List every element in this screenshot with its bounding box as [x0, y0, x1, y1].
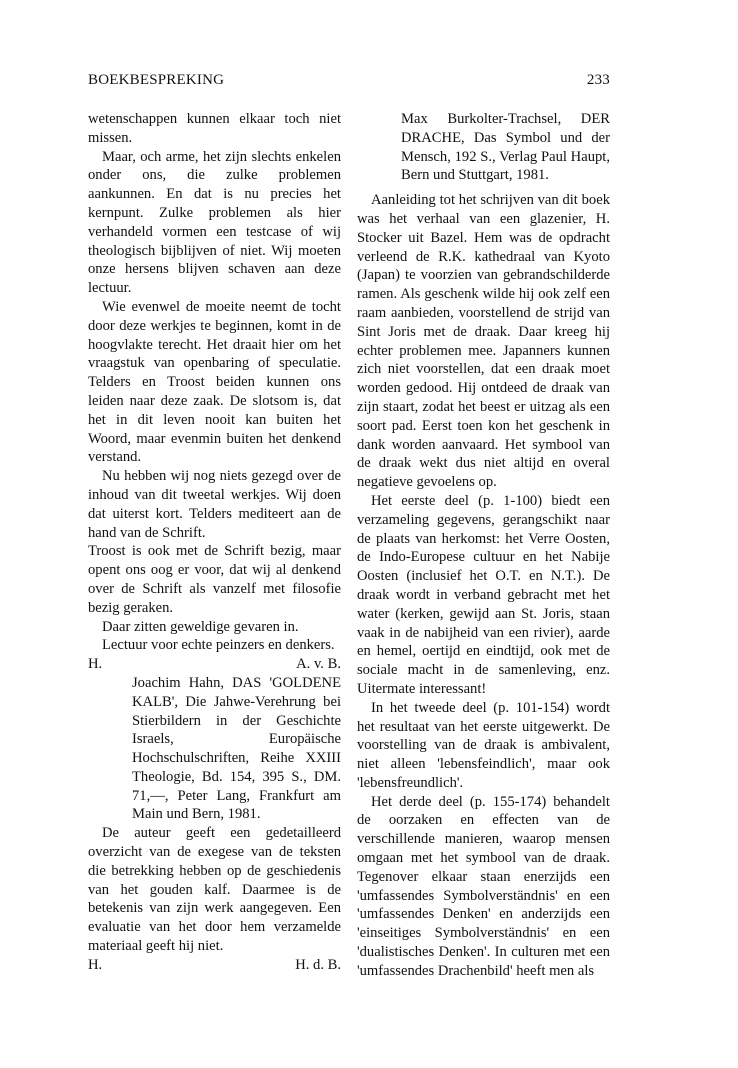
- paragraph: Aanleiding tot het schrijven van dit boek was het verhaal van een glazenier, H. Stocker uit Bazel. Hem was de opdracht verleend de R.K. kathedraal van Kyoto (Japan) te voorzien van gebrandschilderde ramen. Als geschenk wilde hij ook zelf een raam aanbieden, voorstellend de strijd van Sint Joris met de draak. Daar kreeg hij echter problemen mee. Japanners kunnen zich niet voorstellen, dat een draak moet worden gedood. Hij ontdeed de draak van zijn staart, zodat het beest er uitzag als een soort pad. Eerst toen kon het geschenk in dank worden aanvaard. Het symbool van de draak wekt dus niet altijd en overal negatieve gevoelens op.: [357, 192, 610, 491]
- paragraph: Troost is ook met de Schrift bezig, maar opent ons oog er voor, dat wij al denkend over de Schrift als vanzelf met filosofie bezig geraken.: [88, 543, 341, 616]
- paragraph: Het eerste deel (p. 1-100) biedt een verzameling gegevens, gerangschikt naar de plaats van herkomst: het Verre Oosten, de Indo-Europese cultuur en het Nabije Oosten (inclusief het O.T. en N.T.). De draak wordt in verband gebracht met het water (kerken, gewijd aan St. Joris, staan vaak in de nabijheid van een rivier), aarde en hemel, oertijd en eindtijd, ook met de sociale macht in de samenleving, enz. Uitermate interessant!: [357, 492, 610, 697]
- book-citation: Joachim Hahn, DAS 'GOLDENE KALB', Die Jahwe-Verehrung bei Stierbildern in der Geschichte Israels, Europäische Hochschulschriften, Reihe XXIII Theologie, Bd. 154, 395 S., DM. 71,—, Peter Lang, Frankfurt am Main und Bern, 1981.: [132, 674, 341, 823]
- paragraph: Lectuur voor echte peinzers en denkers.: [102, 637, 335, 654]
- paragraph: Daar zitten geweldige gevaren in.: [102, 618, 299, 635]
- right-column: [357, 110, 610, 981]
- paragraph: De auteur geeft een gedetailleerd overzicht van de exegese van de teksten die betrekking hebben op de geschiedenis van het gouden kalf. Daarmee is de betekenis van zijn werk aangegeven. Een evaluatie van het door hem verzamelde materiaal geeft hij niet.: [88, 825, 341, 955]
- signature-initial: H.: [88, 956, 103, 973]
- signature-initial: H.: [88, 656, 103, 673]
- paragraph: Wie evenwel de moeite neemt de tocht door deze werkjes te beginnen, komt in de hoogvlakte terecht. Het draait hier om het vraagstuk van openbaring of speculatie. Telders en Troost beiden kunnen ons leiden naar deze zaak. De slotsom is, dat het in dit leven nooit kan buiten het Woord, maar evenmin buiten het denkend verstand.: [88, 298, 341, 466]
- book-citation: Max Burkolter-Trachsel, DER DRACHE, Das Symbol und der Mensch, 192 S., Verlag Paul Haupt, Bern und Stuttgart, 1981.: [401, 111, 610, 184]
- review-signature: [88, 956, 341, 975]
- signature-author: H. d. B.: [295, 956, 341, 973]
- paragraph: Maar, och arme, het zijn slechts enkelen onder ons, die zulke problemen aankunnen. En dat is nu precies het kernpunt. Zulke problemen als hier verhandeld vormen een testcase of wij theologisch bijblijven of niet. Wij moeten onze hersens blijven schaven aan deze lectuur.: [88, 148, 341, 297]
- signature-author: A. v. B.: [296, 656, 341, 673]
- paragraph: Het derde deel (p. 155-174) behandelt de oorzaken en effecten van de verschillende manieren, waarop mensen omgaan met het symbool van de draak. Tegenover elkaar staan enerzijds een 'umfassendes Symbolverständnis' en een 'umfassendes Denken' en anderzijds een 'einseitiges Symbolverständnis' en een 'dualistisches Denken'. In culturen met een 'umfassendes Drachenbild' heeft men als: [357, 793, 610, 979]
- paragraph: wetenschappen kunnen elkaar toch niet missen.: [88, 111, 341, 146]
- paragraph: In het tweede deel (p. 101-154) wordt het resultaat van het eerste uitgewerkt. De voorstelling van de draak is ambivalent, niet alleen 'lebensfeindlich', maar ook 'lebensfreundlich'.: [357, 699, 610, 791]
- running-title: BOEKBESPREKING: [88, 72, 225, 88]
- paragraph: Nu hebben wij nog niets gezegd over de inhoud van dit tweetal werkjes. Wij doen dat uiterst kort. Telders mediteert aan de hand van de Schrift.: [88, 468, 341, 541]
- page-header: [88, 72, 610, 92]
- left-column: [88, 110, 341, 975]
- review-signature: [88, 655, 341, 674]
- page-number: 233: [586, 72, 610, 88]
